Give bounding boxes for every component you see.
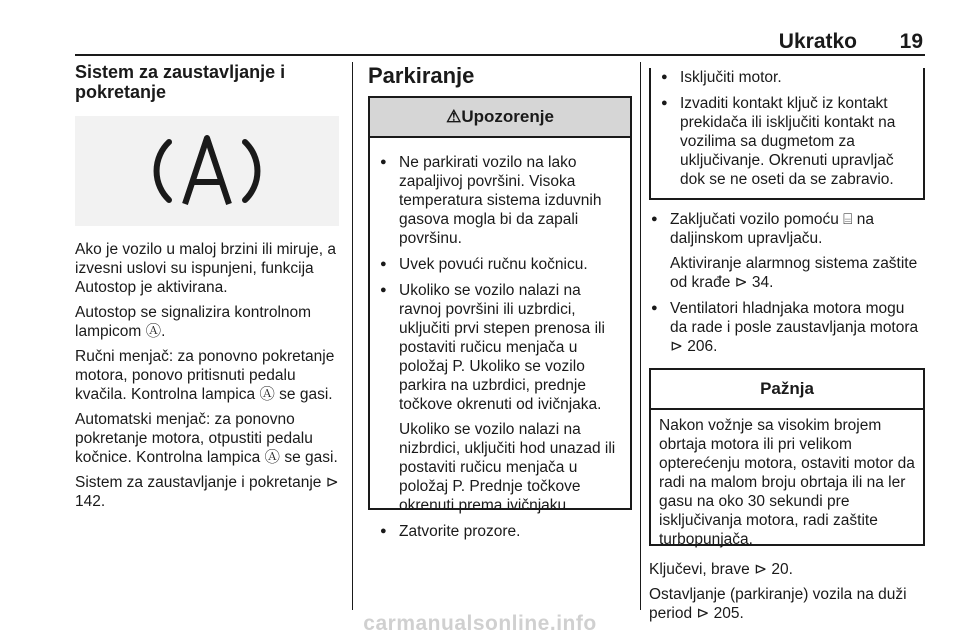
paragraph: Automatski menjač: za ponovno pokretanje motora, otpustiti pedalu kočnice. Kontrolna lampica Ⓐ se gasi. <box>75 411 338 466</box>
note-title: Pažnja <box>651 370 923 410</box>
paragraph-crossref: Ostavljanje (parkiranje) vozila na duži period ⊳ 205. <box>649 586 907 622</box>
list-item-sub: Aktiviranje alarmnog sistema zaštite od krađe ⊳ 34. <box>670 255 918 291</box>
paragraph: Autostop se signalizira kontrolnom lampicom Ⓐ. <box>75 304 312 340</box>
note-body: Nakon vožnje sa visokim brojem obrtaja motora ili pri velikom opterećenju motora, ostaviti motor da radi na malom broju obrtaja ili na ler gasu na oko 30 sekundi pre isključivanja motora, radi zaštite turbopunjača. <box>659 417 915 548</box>
paragraph: Ako je vozilo u maloj brzini ili miruje, a izvesni uslovi su ispunjeni, funkcija Autostop je aktivirana. <box>75 241 337 296</box>
warning-list-continued <box>659 68 915 189</box>
warning-title: ⚠Upozorenje <box>370 98 630 138</box>
list-item: ● Ventilatori hladnjaka motora mogu da rade i posle zaustavljanja motora ⊳ 206. <box>649 299 925 356</box>
paragraph-crossref: Ključevi, brave ⊳ 20. <box>649 561 793 578</box>
column-parking-continued <box>649 62 925 623</box>
watermark: carmanualsonline.info <box>363 612 597 635</box>
page-number: 19 <box>899 30 923 53</box>
column-divider <box>352 62 353 610</box>
warning-box <box>368 96 632 540</box>
list-item: ● Zaključati vozilo pomoću ⌸ na daljinskom upravljaču. Aktiviranje alarmnog sistema zaštite od krađe ⊳ 34. <box>649 210 925 292</box>
autostop-A-icon <box>147 130 267 212</box>
list-item: ● Isključiti motor. <box>659 68 915 87</box>
list-item: ● Uvek povući ručnu kočnicu. <box>378 255 622 274</box>
paragraph: Ručni menjač: za ponovno pokretanje motora, ponovo pritisnuti pedalu kvačila. Kontrolna lampica Ⓐ se gasi. <box>75 348 335 403</box>
column-divider <box>640 62 641 610</box>
list-item: ● Zatvorite prozore. <box>378 522 622 541</box>
warning-box-continued <box>649 68 925 200</box>
paragraph-crossref: Sistem za zaustavljanje i pokretanje ⊳ 142. <box>75 474 339 510</box>
column-start-stop <box>75 62 341 511</box>
section-heading-parking: Parkiranje <box>368 63 475 88</box>
warning-list <box>378 153 622 541</box>
list-item: ● Izvaditi kontakt ključ iz kontakt prekidača ili isključiti kontakt na vozilima sa dugmetom za uključivanje. Okrenuti upravljač dok se ne oseti da se zabravio. <box>659 94 915 189</box>
list-item: ● Ne parkirati vozilo na lako zapaljivoj površini. Visoka temperatura sistema izduvnih gasova mogla bi da zapali površinu. <box>378 153 622 248</box>
note-box <box>649 368 925 546</box>
list-item: ● Ukoliko se vozilo nalazi na ravnoj površini ili uzbrdici, uključiti prvi stepen prenosa ili postaviti ručicu menjača u položaj P. Ukoliko se vozilo parkira na uzbrdici, prednje točkove okrenuti od ivičnjaka. Ukoliko se vozilo nalazi na nizbrdici, uključiti hod unazad ili postaviti ručicu menjača u položaj P. Prednje točkove okrenuti prema ivičnjaku. <box>378 281 622 515</box>
chapter-title: Ukratko <box>778 30 857 53</box>
section-heading-start-stop: Sistem za zaustavljanje i pokretanje <box>75 62 286 102</box>
column-parking <box>368 62 632 540</box>
list-item-sub: Ukoliko se vozilo nalazi na nizbrdici, uključiti hod unazad ili postaviti ručicu menjača u položaj P. Prednje točkove okrenuti prema ivičnjaku. <box>399 421 616 514</box>
autostop-lamp-figure <box>75 116 339 226</box>
parking-steps <box>649 210 925 356</box>
page-header <box>75 26 925 56</box>
